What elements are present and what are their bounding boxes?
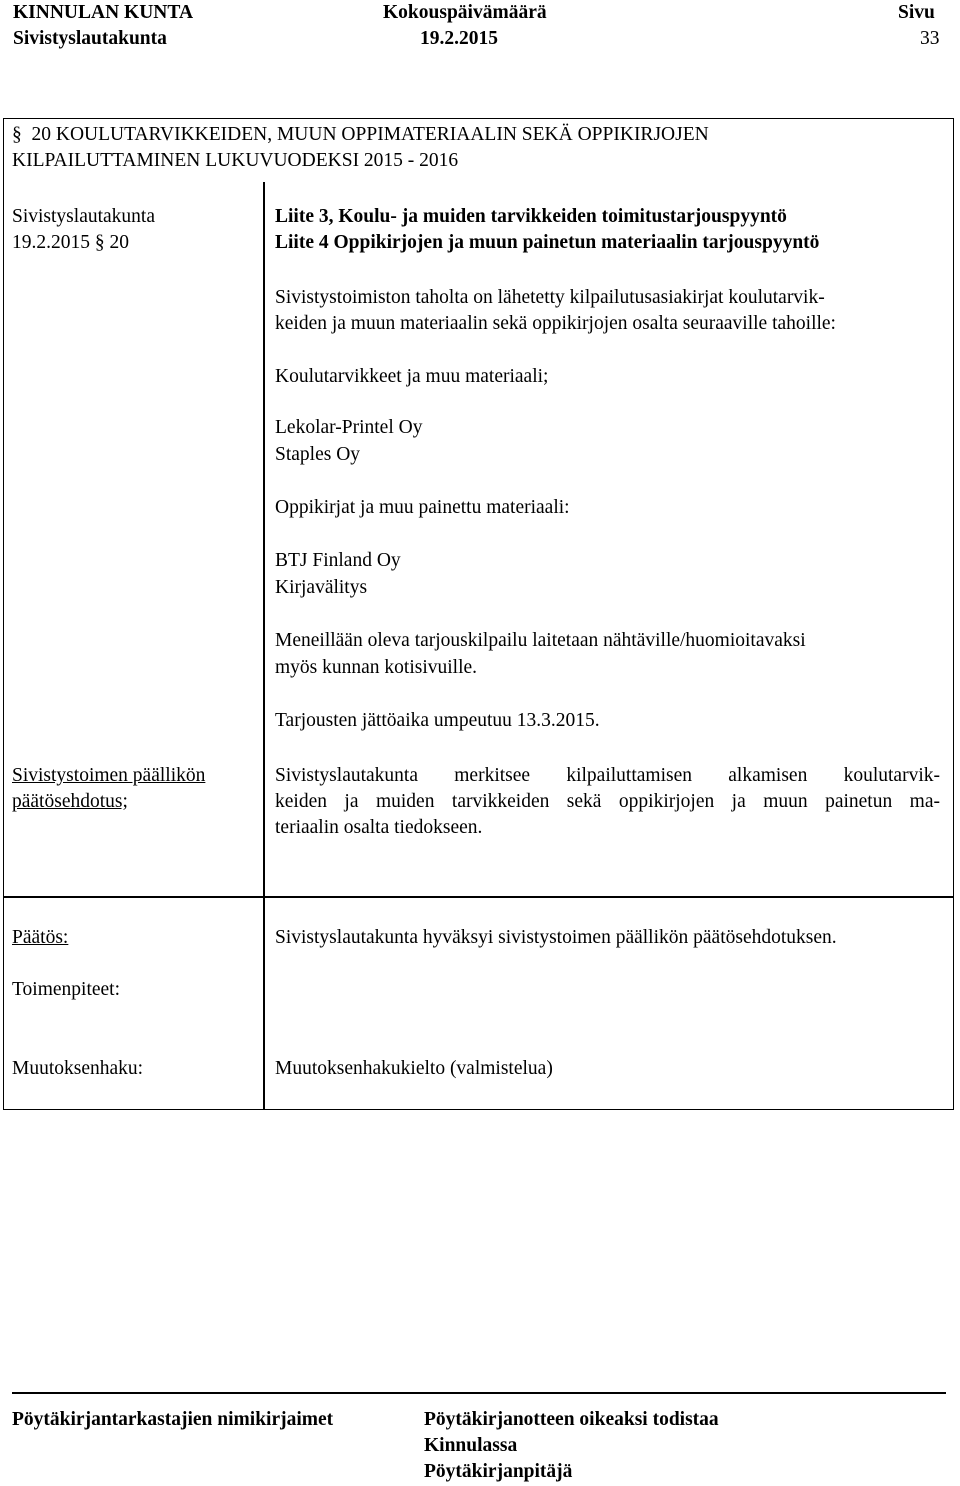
section-title-line1: § 20 KOULUTARVIKKEIDEN, MUUN OPPIMATERIAALIN SEKÄ OPPIKIRJOJEN — [12, 124, 709, 145]
municipality-name: KINNULAN KUNTA — [13, 2, 194, 23]
proposal-text-line1: Sivistyslautakunta merkitsee kilpailuttamisen alkamisen koulutarvik- — [275, 765, 940, 786]
footer-rule — [12, 1392, 946, 1394]
section-number: 20 — [31, 124, 51, 145]
supplier-item: BTJ Finland Oy — [275, 550, 401, 571]
proposal-text-line2: keiden ja muiden tarvikkeiden sekä oppikirjojen ja muun painetun ma- — [275, 791, 940, 812]
meeting-date-label: Kokouspäivämäärä — [383, 2, 547, 23]
supplier-item: Lekolar-Printel Oy — [275, 417, 423, 438]
notice-line1: Meneillään oleva tarjouskilpailu laitetaan nähtäville/huomioitavaksi — [275, 630, 806, 651]
decision-divider — [3, 896, 954, 898]
decision-text: Sivistyslautakunta hyväksyi sivistystoimen päällikön päätösehdotuksen. — [275, 927, 837, 948]
intro-text-line2: keiden ja muun materiaalin sekä oppikirjojen osalta seuraaville tahoille: — [275, 313, 836, 334]
appeal-text: Muutoksenhakukielto (valmistelua) — [275, 1058, 553, 1079]
attachment-4: Liite 4 Oppikirjojen ja muun painetun materiaalin tarjouspyyntö — [275, 232, 820, 253]
column-divider — [263, 182, 265, 1110]
meeting-date: 19.2.2015 — [420, 28, 498, 49]
footer-reviewers-initials: Pöytäkirjantarkastajien nimikirjaimet — [12, 1409, 334, 1430]
attachment-3: Liite 3, Koulu- ja muiden tarvikkeiden toimitustarjouspyyntö — [275, 206, 787, 227]
intro-text-line1: Sivistystoimiston taholta on lähetetty kilpailutusasiakirjat koulutarvik- — [275, 287, 825, 308]
group2-heading: Oppikirjat ja muu painettu materiaali: — [275, 497, 570, 518]
deadline-text: Tarjousten jättöaika umpeutuu 13.3.2015. — [275, 710, 600, 731]
proposal-text-line3: teriaalin osalta tiedokseen. — [275, 817, 483, 838]
section-title-line2: KILPAILUTTAMINEN LUKUVUODEKSI 2015 - 2016 — [12, 150, 459, 171]
footer-secretary: Pöytäkirjanpitäjä — [424, 1461, 573, 1482]
notice-line2: myös kunnan kotisivuille. — [275, 657, 478, 678]
meta-board: Sivistyslautakunta — [12, 206, 155, 227]
footer-certification: Pöytäkirjanotteen oikeaksi todistaa — [424, 1409, 719, 1430]
meta-date-line: 19.2.2015 § 20 — [12, 232, 129, 253]
actions-label: Toimenpiteet: — [12, 979, 121, 1000]
page-number: 33 — [920, 28, 940, 49]
proposal-label-line1: Sivistystoimen päällikön — [12, 765, 206, 786]
page-label: Sivu — [898, 2, 935, 23]
supplier-item: Kirjavälitys — [275, 577, 368, 598]
section-symbol: § — [12, 124, 22, 145]
appeal-label: Muutoksenhaku: — [12, 1058, 144, 1079]
minutes-section-box — [3, 118, 954, 1110]
supplier-item: Staples Oy — [275, 444, 361, 465]
proposal-label-line2: päätösehdotus; — [12, 791, 128, 812]
board-name: Sivistyslautakunta — [13, 28, 167, 49]
group1-heading: Koulutarvikkeet ja muu materiaali; — [275, 366, 549, 387]
footer-place: Kinnulassa — [424, 1435, 518, 1456]
decision-label: Päätös: — [12, 927, 69, 948]
